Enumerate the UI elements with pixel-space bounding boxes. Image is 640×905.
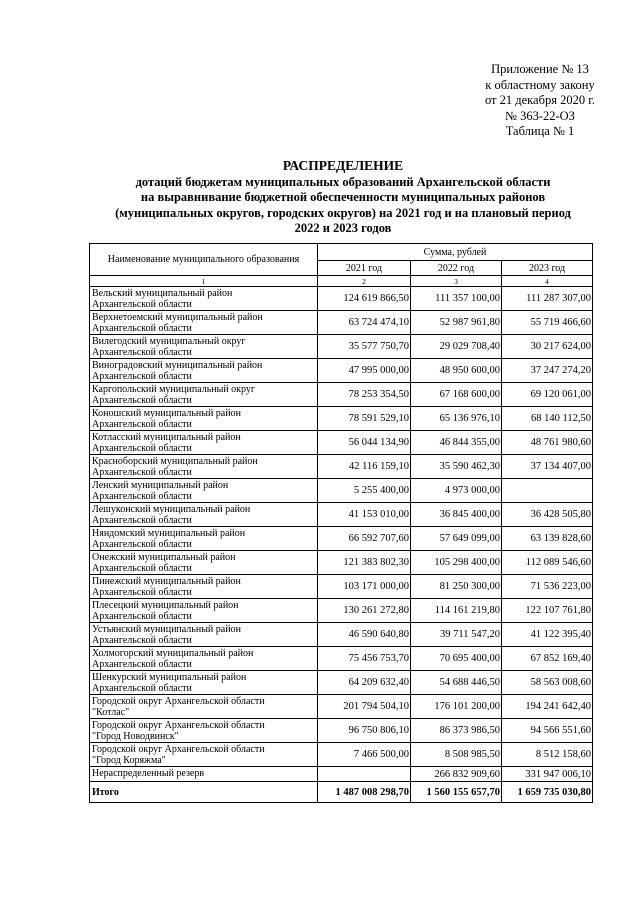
amount-2021: 66 592 707,60 [318, 527, 411, 551]
table-row [90, 719, 593, 743]
municipality-name-line-2: Архангельской области [92, 515, 192, 526]
municipality-name [90, 599, 318, 623]
amount-2023: 331 947 006,10 [502, 767, 593, 782]
title-line-4: (муниципальных округов, городских округов) на 2021 год и на плановый период [115, 205, 571, 220]
amount-2021: 35 577 750,70 [318, 335, 411, 359]
table-row [90, 359, 593, 383]
municipality-name-line-2: "Город Коряжма" [92, 755, 166, 766]
amount-2022: 81 250 300,00 [411, 575, 502, 599]
amount-2022: 4 973 000,00 [411, 479, 502, 503]
municipality-name-line-1: Плесецкий муниципальный район [92, 600, 239, 611]
municipality-name-line-2: Архангельской области [92, 659, 192, 670]
column-number-3: 3 [411, 276, 502, 287]
municipality-name [90, 455, 318, 479]
amount-2021 [318, 767, 411, 782]
column-header-2021: 2021 год [318, 261, 411, 276]
municipality-name [90, 527, 318, 551]
title-line-2: дотаций бюджетам муниципальных образований Архангельской области [135, 174, 551, 189]
amount-2022: 65 136 976,10 [411, 407, 502, 431]
table-row [90, 527, 593, 551]
amount-2021: 63 724 474,10 [318, 311, 411, 335]
amount-2022: 86 373 986,50 [411, 719, 502, 743]
amount-2022: 8 508 985,50 [411, 743, 502, 767]
amount-2022: 105 298 400,00 [411, 551, 502, 575]
amount-2021: 5 255 400,00 [318, 479, 411, 503]
column-number-1: 1 [90, 276, 318, 287]
amount-2021: 96 750 806,10 [318, 719, 411, 743]
table-row [90, 551, 593, 575]
distribution-table [89, 243, 593, 803]
municipality-name-line-1: Ленский муниципальный район [92, 480, 229, 491]
amount-2021: 130 261 272,80 [318, 599, 411, 623]
table-row [90, 599, 593, 623]
appendix-law-ref: к областному закону [485, 77, 595, 92]
municipality-name-line-1: Холмогорский муниципальный район [92, 648, 254, 659]
amount-2022: 67 168 600,00 [411, 383, 502, 407]
title-heading: РАСПРЕДЕЛЕНИЕ [282, 158, 404, 173]
amount-2023 [502, 479, 593, 503]
municipality-name-line-1: Каргопольский муниципальный округ [92, 384, 256, 395]
amount-2021: 41 153 010,00 [318, 503, 411, 527]
municipality-name-line-2: Архангельской области [92, 347, 192, 358]
total-2022: 1 560 155 657,70 [411, 782, 502, 803]
municipality-name [90, 767, 318, 782]
column-header-name: Наименование муниципального образования [90, 244, 318, 276]
municipality-name-line-1: Вельский муниципальный район [92, 288, 233, 299]
amount-2021: 64 209 632,40 [318, 671, 411, 695]
amount-2021: 78 591 529,10 [318, 407, 411, 431]
document-title [70, 158, 616, 237]
municipality-name [90, 431, 318, 455]
amount-2022: 54 688 446,50 [411, 671, 502, 695]
municipality-name [90, 575, 318, 599]
municipality-name [90, 551, 318, 575]
amount-2021: 56 044 134,90 [318, 431, 411, 455]
amount-2023: 37 134 407,00 [502, 455, 593, 479]
table-row [90, 335, 593, 359]
column-header-2023: 2023 год [502, 261, 593, 276]
municipality-name-line-2: Архангельской области [92, 299, 192, 310]
municipality-name-line-2: Архангельской области [92, 491, 192, 502]
table-body [90, 287, 593, 782]
amount-2022: 266 832 909,60 [411, 767, 502, 782]
table-row [90, 623, 593, 647]
municipality-name-line-1: Котласский муниципальный район [92, 432, 241, 443]
amount-2022: 46 844 355,00 [411, 431, 502, 455]
amount-2021: 42 116 159,10 [318, 455, 411, 479]
municipality-name [90, 383, 318, 407]
municipality-name-line-1: Городской округ Архангельской области [92, 696, 265, 707]
amount-2021: 201 794 504,10 [318, 695, 411, 719]
total-row [90, 782, 593, 803]
amount-2021: 7 466 500,00 [318, 743, 411, 767]
total-2021: 1 487 008 298,70 [318, 782, 411, 803]
municipality-name-line-2: Архангельской области [92, 587, 192, 598]
municipality-name-line-1: Шенкурский муниципальный район [92, 672, 247, 683]
amount-2022: 114 161 219,80 [411, 599, 502, 623]
title-line-5: 2022 и 2023 годов [294, 221, 392, 236]
municipality-name-line-2: Архангельской области [92, 635, 192, 646]
municipality-name-line-1: Няндомский муниципальный район [92, 528, 246, 539]
amount-2022: 70 695 400,00 [411, 647, 502, 671]
municipality-name [90, 623, 318, 647]
title-line-3: на выравнивание бюджетной обеспеченности муниципальных районов [140, 190, 546, 205]
amount-2022: 39 711 547,20 [411, 623, 502, 647]
amount-2023: 41 122 395,40 [502, 623, 593, 647]
amount-2021: 103 171 000,00 [318, 575, 411, 599]
table-row [90, 479, 593, 503]
municipality-name-line-1: Пинежский муниципальный район [92, 576, 241, 587]
amount-2023: 55 719 466,60 [502, 311, 593, 335]
municipality-name-line-1: Верхнетоемский муниципальный район [92, 312, 263, 323]
municipality-name-line-1: Красноборский муниципальный район [92, 456, 258, 467]
table-row [90, 383, 593, 407]
amount-2022: 52 987 961,80 [411, 311, 502, 335]
table-row [90, 407, 593, 431]
municipality-name-line-2: Архангельской области [92, 419, 192, 430]
municipality-name-line-2: Архангельской области [92, 683, 192, 694]
municipality-name-line-1: Виноградовский муниципальный район [92, 360, 263, 371]
amount-2023: 63 139 828,60 [502, 527, 593, 551]
municipality-name-line-2: Архангельской области [92, 443, 192, 454]
municipality-name-line-1: Онежский муниципальный район [92, 552, 236, 563]
amount-2021: 78 253 354,50 [318, 383, 411, 407]
municipality-name-line-2: Архангельской области [92, 371, 192, 382]
column-header-sum: Сумма, рублей [318, 244, 593, 261]
table-row [90, 311, 593, 335]
amount-2022: 111 357 100,00 [411, 287, 502, 311]
municipality-name-line-2: "Котлас" [92, 707, 130, 718]
amount-2023: 48 761 980,60 [502, 431, 593, 455]
amount-2023: 36 428 505,80 [502, 503, 593, 527]
municipality-name-line-1: Коношский муниципальный район [92, 408, 241, 419]
appendix-header [460, 62, 620, 140]
amount-2023: 67 852 169,40 [502, 647, 593, 671]
municipality-name-line-2: "Город Новодвинск" [92, 731, 179, 742]
amount-2021: 124 619 866,50 [318, 287, 411, 311]
municipality-name-line-1: Лешуконский муниципальный район [92, 504, 251, 515]
amount-2022: 48 950 600,00 [411, 359, 502, 383]
municipality-name-line-2: Архангельской области [92, 539, 192, 550]
column-number-2: 2 [318, 276, 411, 287]
municipality-name [90, 719, 318, 743]
municipality-name [90, 311, 318, 335]
table-row [90, 431, 593, 455]
amount-2023: 58 563 008,60 [502, 671, 593, 695]
municipality-name-line-1: Городской округ Архангельской области [92, 720, 265, 731]
table-row [90, 503, 593, 527]
municipality-name-line-1: Городской округ Архангельской области [92, 744, 265, 755]
amount-2022: 176 101 200,00 [411, 695, 502, 719]
amount-2021: 47 995 000,00 [318, 359, 411, 383]
table-row [90, 767, 593, 782]
amount-2023: 71 536 223,00 [502, 575, 593, 599]
municipality-name [90, 359, 318, 383]
municipality-name [90, 503, 318, 527]
amount-2023: 30 217 624,00 [502, 335, 593, 359]
municipality-name-line-1: Устьянский муниципальный район [92, 624, 241, 635]
table-row [90, 647, 593, 671]
amount-2023: 112 089 546,60 [502, 551, 593, 575]
municipality-name [90, 695, 318, 719]
amount-2022: 29 029 708,40 [411, 335, 502, 359]
table-row [90, 287, 593, 311]
table-row [90, 575, 593, 599]
municipality-name [90, 743, 318, 767]
municipality-name [90, 407, 318, 431]
amount-2023: 37 247 274,20 [502, 359, 593, 383]
amount-2023: 8 512 158,60 [502, 743, 593, 767]
amount-2021: 46 590 640,80 [318, 623, 411, 647]
amount-2023: 69 120 061,00 [502, 383, 593, 407]
appendix-table-number: Таблица № 1 [505, 124, 575, 138]
municipality-name [90, 335, 318, 359]
total-2023: 1 659 735 030,80 [502, 782, 593, 803]
municipality-name-line-2: Архангельской области [92, 395, 192, 406]
municipality-name-line-2: Архангельской области [92, 611, 192, 622]
municipality-name-line-2: Архангельской области [92, 323, 192, 334]
municipality-name-line-2: Архангельской области [92, 563, 192, 574]
table-row [90, 455, 593, 479]
amount-2023: 111 287 307,00 [502, 287, 593, 311]
municipality-name [90, 647, 318, 671]
table-row [90, 695, 593, 719]
amount-2022: 57 649 099,00 [411, 527, 502, 551]
amount-2023: 94 566 551,60 [502, 719, 593, 743]
municipality-name [90, 671, 318, 695]
amount-2023: 68 140 112,50 [502, 407, 593, 431]
amount-2023: 122 107 761,80 [502, 599, 593, 623]
municipality-name [90, 287, 318, 311]
municipality-name [90, 479, 318, 503]
table-row [90, 743, 593, 767]
amount-2022: 35 590 462,30 [411, 455, 502, 479]
appendix-number: Приложение № 13 [491, 62, 589, 76]
municipality-name-line-1: Нераспределенный резерв [92, 768, 205, 779]
appendix-law-date: от 21 декабря 2020 г. [484, 93, 596, 107]
amount-2021: 121 383 802,30 [318, 551, 411, 575]
table-row [90, 671, 593, 695]
amount-2022: 36 845 400,00 [411, 503, 502, 527]
municipality-name-line-1: Вилегодский муниципальный округ [92, 336, 246, 347]
municipality-name-line-2: Архангельской области [92, 467, 192, 478]
column-number-4: 4 [502, 276, 593, 287]
column-header-2022: 2022 год [411, 261, 502, 276]
amount-2021: 75 456 753,70 [318, 647, 411, 671]
appendix-law-number: № 363-22-ОЗ [505, 108, 575, 123]
amount-2023: 194 241 642,40 [502, 695, 593, 719]
total-label: Итого [90, 782, 318, 803]
